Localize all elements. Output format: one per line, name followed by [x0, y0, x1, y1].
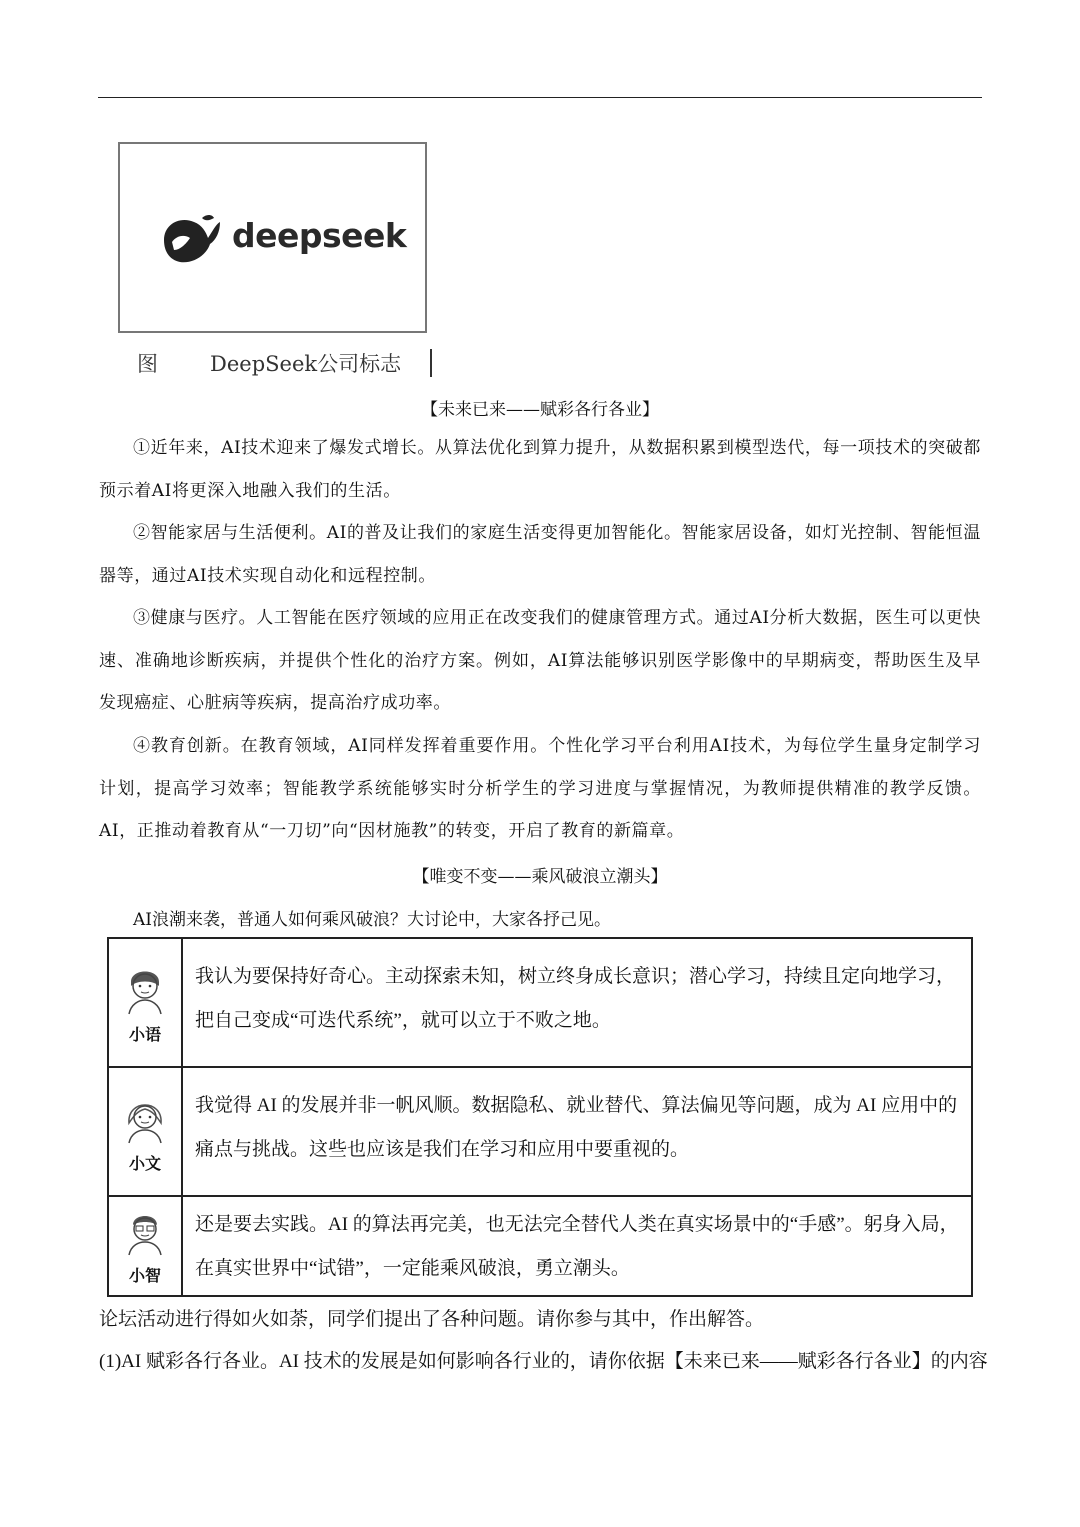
student-avatar-icon — [123, 960, 167, 1016]
forum-comment: 还是要去实践。AI 的算法再完美，也无法完全替代人类在真实场景中的“手感”。躬身入局，在真实世界中“试错”，一定能乘风破浪，勇立潮头。 — [182, 1196, 972, 1296]
table-row — [108, 1067, 972, 1196]
forum-table — [107, 937, 973, 1297]
avatar-name: 小语 — [128, 1025, 161, 1044]
question-1: (1)AI 赋彩各行各业。AI 技术的发展是如何影响各行业的，请你依据【未来已来——赋彩各行各业】的内容 — [99, 1351, 988, 1372]
forum-comment: 我觉得 AI 的发展并非一帆风顺。数据隐私、就业替代、算法偏见等问题，成为 AI 应用中的痛点与挑战。这些也应该是我们在学习和应用中要重视的。 — [182, 1067, 972, 1196]
forum-summary: 论坛活动进行得如火如荼，同学们提出了各种问题。请你参与其中，作出解答。 — [99, 1309, 765, 1330]
avatar-cell — [108, 938, 182, 1067]
figure-caption-text: DeepSeek公司标志 — [210, 352, 402, 376]
student-avatar-icon — [123, 1207, 167, 1257]
section-title-future: 【未来已来——赋彩各行各业】 — [421, 400, 659, 420]
paragraph-1: ①近年来，AI技术迎来了爆发式增长。从算法优化到算力提升，从数据积累到模型迭代，每一项技术的突破都预示着AI将更深入地融入我们的生活。 — [99, 438, 981, 501]
header-rule — [98, 97, 982, 98]
figure-caption — [137, 348, 401, 378]
section-title-change: 【唯变不变——乘风破浪立潮头】 — [412, 867, 668, 887]
table-row — [108, 938, 972, 1067]
forum-comment: 我认为要保持好奇心。主动探索未知，树立终身成长意识；潜心学习，持续且定向地学习，把自己变成“可迭代系统”，就可以立于不败之地。 — [182, 938, 972, 1067]
avatar-cell — [108, 1067, 182, 1196]
avatar-name: 小文 — [128, 1154, 161, 1173]
student-avatar-icon — [123, 1089, 167, 1145]
avatar-cell — [108, 1196, 182, 1296]
table-row — [108, 1196, 972, 1296]
logo-wordmark: deepseek — [232, 216, 407, 255]
deepseek-logo-figure — [118, 142, 427, 333]
paragraph-4: ④教育创新。在教育领域，AI同样发挥着重要作用。个性化学习平台利用AI技术，为每位学生量身定制学习计划，提高学习效率；智能教学系统能够实时分析学生的学习进度与掌握情况，为教师提供精准的教学反馈。AI，正推动着教育从“一刀切”向“因材施教”的转变，开启了教育的新篇章。 — [99, 736, 981, 841]
discussion-intro: AI浪潮来袭，普通人如何乘风破浪？大讨论中，大家各抒己见。 — [133, 910, 611, 930]
paragraph-2: ②智能家居与生活便利。AI的普及让我们的家庭生活变得更加智能化。智能家居设备，如灯光控制、智能恒温器等，通过AI技术实现自动化和远程控制。 — [99, 523, 981, 586]
paragraph-3: ③健康与医疗。人工智能在医疗领域的应用正在改变我们的健康管理方式。通过AI分析大数据，医生可以更快速、准确地诊断疾病，并提供个性化的治疗方案。例如，AI算法能够识别医学影像中的早期病变，帮助医生及早发现癌症、心脏病等疾病，提高治疗成功率。 — [99, 608, 981, 713]
avatar-name: 小智 — [128, 1265, 161, 1285]
text-cursor — [430, 349, 432, 377]
whale-logo-icon — [158, 210, 224, 268]
figure-label: 图 — [137, 352, 158, 376]
